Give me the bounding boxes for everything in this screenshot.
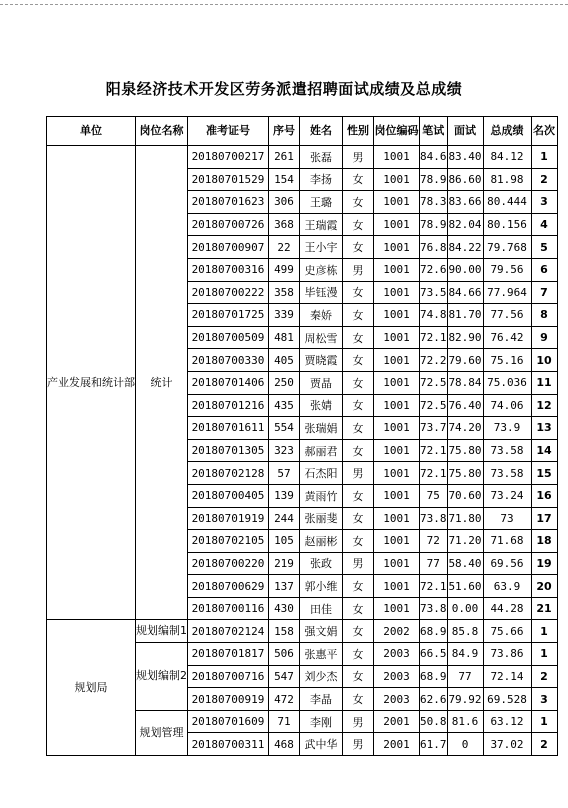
cell-written: 72.1 (420, 462, 448, 485)
cell-exam-no: 20180700217 (188, 146, 269, 169)
cell-written: 84.6 (420, 146, 448, 169)
cell-total: 73.9 (483, 417, 531, 440)
page-top-rule (0, 4, 568, 5)
cell-written: 76.8 (420, 236, 448, 259)
cell-name: 王璐 (300, 191, 343, 214)
cell-written: 72.5 (420, 371, 448, 394)
cell-exam-no: 20180701611 (188, 417, 269, 440)
cell-rank: 3 (531, 191, 557, 214)
cell-post-code: 1001 (374, 258, 420, 281)
cell-seq: 554 (269, 417, 300, 440)
scores-table-body (47, 146, 558, 756)
cell-post-code: 1001 (374, 575, 420, 598)
cell-gender: 女 (343, 304, 374, 327)
unit-cell-industry: 产业发展和统计部 (47, 146, 136, 620)
cell-exam-no: 20180700726 (188, 213, 269, 236)
header-total: 总成绩 (483, 117, 531, 146)
header-interview: 面试 (447, 117, 483, 146)
cell-interview: 81.70 (447, 304, 483, 327)
cell-name: 张惠平 (300, 643, 343, 666)
cell-exam-no: 20180701216 (188, 394, 269, 417)
cell-written: 78.9 (420, 168, 448, 191)
cell-post-code: 2003 (374, 643, 420, 666)
cell-post-code: 1001 (374, 191, 420, 214)
cell-total: 74.06 (483, 394, 531, 417)
cell-interview: 58.40 (447, 552, 483, 575)
cell-rank: 15 (531, 462, 557, 485)
cell-exam-no: 20180700919 (188, 688, 269, 711)
cell-written: 72 (420, 530, 448, 553)
cell-exam-no: 20180701406 (188, 371, 269, 394)
cell-total: 69.56 (483, 552, 531, 575)
cell-name: 李扬 (300, 168, 343, 191)
header-row (47, 117, 558, 146)
cell-exam-no: 20180700316 (188, 258, 269, 281)
cell-written: 68.9 (420, 665, 448, 688)
cell-exam-no: 20180701609 (188, 710, 269, 733)
cell-rank: 12 (531, 394, 557, 417)
cell-interview: 83.66 (447, 191, 483, 214)
cell-exam-no: 20180700311 (188, 733, 269, 756)
cell-seq: 219 (269, 552, 300, 575)
cell-exam-no: 20180701623 (188, 191, 269, 214)
cell-gender: 女 (343, 213, 374, 236)
cell-gender: 男 (343, 552, 374, 575)
cell-interview: 76.40 (447, 394, 483, 417)
cell-post-code: 1001 (374, 304, 420, 327)
cell-rank: 18 (531, 530, 557, 553)
cell-name: 赵丽彬 (300, 530, 343, 553)
cell-total: 69.528 (483, 688, 531, 711)
cell-written: 72.1 (420, 439, 448, 462)
cell-post-code: 1001 (374, 213, 420, 236)
cell-seq: 472 (269, 688, 300, 711)
header-post-code: 岗位编码 (374, 117, 420, 146)
header-name: 姓名 (300, 117, 343, 146)
cell-written: 72.6 (420, 258, 448, 281)
cell-gender: 女 (343, 665, 374, 688)
cell-rank: 19 (531, 552, 557, 575)
cell-post-code: 1001 (374, 371, 420, 394)
cell-rank: 8 (531, 304, 557, 327)
cell-exam-no: 20180702128 (188, 462, 269, 485)
cell-total: 73 (483, 507, 531, 530)
cell-gender: 女 (343, 575, 374, 598)
cell-rank: 11 (531, 371, 557, 394)
cell-total: 63.9 (483, 575, 531, 598)
cell-interview: 51.60 (447, 575, 483, 598)
cell-name: 李晶 (300, 688, 343, 711)
cell-written: 62.6 (420, 688, 448, 711)
cell-seq: 105 (269, 530, 300, 553)
cell-total: 71.68 (483, 530, 531, 553)
cell-exam-no: 20180701725 (188, 304, 269, 327)
cell-exam-no: 20180700907 (188, 236, 269, 259)
cell-gender: 女 (343, 371, 374, 394)
cell-rank: 1 (531, 710, 557, 733)
cell-written: 78.9 (420, 213, 448, 236)
cell-exam-no: 20180702105 (188, 530, 269, 553)
cell-name: 贾晓霞 (300, 349, 343, 372)
cell-written: 73.8 (420, 507, 448, 530)
cell-name: 王瑞霞 (300, 213, 343, 236)
cell-name: 贾晶 (300, 371, 343, 394)
cell-seq: 481 (269, 326, 300, 349)
cell-written: 50.8 (420, 710, 448, 733)
cell-post-code: 1001 (374, 146, 420, 169)
cell-total: 63.12 (483, 710, 531, 733)
cell-exam-no: 20180700220 (188, 552, 269, 575)
cell-total: 76.42 (483, 326, 531, 349)
cell-total: 81.98 (483, 168, 531, 191)
cell-written: 73.8 (420, 597, 448, 620)
cell-interview: 75.80 (447, 462, 483, 485)
cell-gender: 女 (343, 191, 374, 214)
cell-gender: 男 (343, 462, 374, 485)
cell-rank: 16 (531, 484, 557, 507)
cell-interview: 90.00 (447, 258, 483, 281)
cell-name: 张瑞娟 (300, 417, 343, 440)
cell-total: 72.14 (483, 665, 531, 688)
cell-exam-no: 20180700509 (188, 326, 269, 349)
cell-gender: 女 (343, 484, 374, 507)
header-gender: 性别 (343, 117, 374, 146)
cell-name: 史彦栋 (300, 258, 343, 281)
cell-post-code: 1001 (374, 326, 420, 349)
cell-post-code: 1001 (374, 281, 420, 304)
cell-seq: 506 (269, 643, 300, 666)
cell-name: 秦娇 (300, 304, 343, 327)
cell-rank: 2 (531, 665, 557, 688)
cell-interview: 81.6 (447, 710, 483, 733)
cell-name: 周松雪 (300, 326, 343, 349)
cell-seq: 261 (269, 146, 300, 169)
cell-post-code: 1001 (374, 439, 420, 462)
cell-gender: 女 (343, 530, 374, 553)
cell-rank: 5 (531, 236, 557, 259)
unit-cell-planning: 规划局 (47, 620, 136, 756)
cell-gender: 男 (343, 733, 374, 756)
cell-seq: 71 (269, 710, 300, 733)
cell-seq: 430 (269, 597, 300, 620)
cell-total: 75.036 (483, 371, 531, 394)
cell-seq: 339 (269, 304, 300, 327)
cell-total: 73.24 (483, 484, 531, 507)
cell-gender: 女 (343, 688, 374, 711)
post-cell-planning-2: 规划编制2 (136, 643, 188, 711)
header-post: 岗位名称 (136, 117, 188, 146)
cell-written: 68.9 (420, 620, 448, 643)
cell-interview: 85.8 (447, 620, 483, 643)
cell-written: 75 (420, 484, 448, 507)
cell-rank: 6 (531, 258, 557, 281)
cell-rank: 13 (531, 417, 557, 440)
header-written: 笔试 (420, 117, 448, 146)
cell-total: 77.56 (483, 304, 531, 327)
cell-post-code: 1001 (374, 507, 420, 530)
cell-rank: 1 (531, 620, 557, 643)
cell-rank: 20 (531, 575, 557, 598)
cell-seq: 547 (269, 665, 300, 688)
cell-written: 72.5 (420, 394, 448, 417)
cell-gender: 女 (343, 281, 374, 304)
cell-rank: 1 (531, 643, 557, 666)
cell-post-code: 1001 (374, 394, 420, 417)
cell-post-code: 2003 (374, 665, 420, 688)
cell-exam-no: 20180701305 (188, 439, 269, 462)
cell-rank: 2 (531, 168, 557, 191)
cell-interview: 75.80 (447, 439, 483, 462)
cell-interview: 78.84 (447, 371, 483, 394)
cell-interview: 79.92 (447, 688, 483, 711)
cell-written: 73.5 (420, 281, 448, 304)
cell-post-code: 2003 (374, 688, 420, 711)
cell-total: 75.16 (483, 349, 531, 372)
cell-written: 72.1 (420, 575, 448, 598)
cell-seq: 358 (269, 281, 300, 304)
post-cell-planning-1: 规划编制1 (136, 620, 188, 643)
cell-gender: 女 (343, 349, 374, 372)
cell-exam-no: 20180700716 (188, 665, 269, 688)
cell-total: 44.28 (483, 597, 531, 620)
post-cell-planning-mgmt: 规划管理 (136, 710, 188, 755)
cell-interview: 83.40 (447, 146, 483, 169)
cell-interview: 82.90 (447, 326, 483, 349)
cell-post-code: 1001 (374, 236, 420, 259)
cell-written: 66.5 (420, 643, 448, 666)
cell-post-code: 1001 (374, 597, 420, 620)
cell-name: 黄雨竹 (300, 484, 343, 507)
cell-interview: 77 (447, 665, 483, 688)
cell-rank: 14 (531, 439, 557, 462)
cell-post-code: 1001 (374, 484, 420, 507)
cell-total: 79.56 (483, 258, 531, 281)
cell-seq: 244 (269, 507, 300, 530)
cell-seq: 368 (269, 213, 300, 236)
cell-total: 77.964 (483, 281, 531, 304)
cell-rank: 3 (531, 688, 557, 711)
header-exam-no: 准考证号 (188, 117, 269, 146)
cell-written: 61.7 (420, 733, 448, 756)
cell-seq: 306 (269, 191, 300, 214)
cell-exam-no: 20180700222 (188, 281, 269, 304)
cell-written: 72.1 (420, 326, 448, 349)
cell-seq: 137 (269, 575, 300, 598)
cell-total: 37.02 (483, 733, 531, 756)
cell-rank: 1 (531, 146, 557, 169)
cell-seq: 158 (269, 620, 300, 643)
cell-exam-no: 20180702124 (188, 620, 269, 643)
cell-written: 77 (420, 552, 448, 575)
cell-name: 郭小维 (300, 575, 343, 598)
cell-name: 强文娟 (300, 620, 343, 643)
cell-interview: 84.22 (447, 236, 483, 259)
cell-exam-no: 20180701817 (188, 643, 269, 666)
cell-post-code: 1001 (374, 417, 420, 440)
cell-seq: 435 (269, 394, 300, 417)
cell-rank: 7 (531, 281, 557, 304)
cell-written: 74.8 (420, 304, 448, 327)
cell-seq: 250 (269, 371, 300, 394)
cell-exam-no: 20180701529 (188, 168, 269, 191)
table-row (47, 146, 558, 169)
cell-post-code: 1001 (374, 462, 420, 485)
cell-interview: 84.66 (447, 281, 483, 304)
cell-post-code: 2001 (374, 733, 420, 756)
cell-total: 73.58 (483, 462, 531, 485)
cell-exam-no: 20180701919 (188, 507, 269, 530)
cell-rank: 17 (531, 507, 557, 530)
cell-gender: 女 (343, 439, 374, 462)
cell-seq: 57 (269, 462, 300, 485)
cell-post-code: 1001 (374, 349, 420, 372)
cell-name: 王小宇 (300, 236, 343, 259)
cell-interview: 0.00 (447, 597, 483, 620)
cell-exam-no: 20180700405 (188, 484, 269, 507)
cell-written: 78.3 (420, 191, 448, 214)
cell-interview: 71.80 (447, 507, 483, 530)
cell-rank: 9 (531, 326, 557, 349)
cell-total: 80.156 (483, 213, 531, 236)
cell-written: 72.2 (420, 349, 448, 372)
cell-total: 80.444 (483, 191, 531, 214)
cell-gender: 女 (343, 597, 374, 620)
cell-gender: 女 (343, 620, 374, 643)
cell-rank: 10 (531, 349, 557, 372)
cell-gender: 女 (343, 417, 374, 440)
cell-post-code: 2001 (374, 710, 420, 733)
document-title: 阳泉经济技术开发区劳务派遣招聘面试成绩及总成绩 (105, 80, 463, 98)
cell-interview: 0 (447, 733, 483, 756)
cell-name: 张丽斐 (300, 507, 343, 530)
cell-interview: 84.9 (447, 643, 483, 666)
cell-total: 75.66 (483, 620, 531, 643)
cell-post-code: 1001 (374, 530, 420, 553)
cell-rank: 21 (531, 597, 557, 620)
cell-seq: 499 (269, 258, 300, 281)
cell-gender: 女 (343, 326, 374, 349)
cell-name: 石杰阳 (300, 462, 343, 485)
cell-exam-no: 20180700629 (188, 575, 269, 598)
cell-interview: 86.60 (447, 168, 483, 191)
cell-total: 73.86 (483, 643, 531, 666)
cell-name: 刘少杰 (300, 665, 343, 688)
cell-exam-no: 20180700330 (188, 349, 269, 372)
cell-written: 73.7 (420, 417, 448, 440)
cell-interview: 70.60 (447, 484, 483, 507)
post-cell-statistics: 统计 (136, 146, 188, 620)
cell-gender: 男 (343, 710, 374, 733)
cell-name: 张磊 (300, 146, 343, 169)
cell-total: 73.58 (483, 439, 531, 462)
cell-seq: 22 (269, 236, 300, 259)
cell-interview: 71.20 (447, 530, 483, 553)
header-seq: 序号 (269, 117, 300, 146)
cell-exam-no: 20180700116 (188, 597, 269, 620)
cell-name: 李刚 (300, 710, 343, 733)
header-unit: 单位 (47, 117, 136, 146)
cell-interview: 74.20 (447, 417, 483, 440)
table-row (47, 620, 558, 643)
cell-gender: 女 (343, 507, 374, 530)
cell-post-code: 1001 (374, 168, 420, 191)
header-rank: 名次 (531, 117, 557, 146)
cell-seq: 139 (269, 484, 300, 507)
cell-seq: 154 (269, 168, 300, 191)
cell-gender: 女 (343, 236, 374, 259)
cell-rank: 2 (531, 733, 557, 756)
cell-post-code: 2002 (374, 620, 420, 643)
cell-post-code: 1001 (374, 552, 420, 575)
cell-rank: 4 (531, 213, 557, 236)
cell-total: 79.768 (483, 236, 531, 259)
cell-name: 武中华 (300, 733, 343, 756)
cell-seq: 468 (269, 733, 300, 756)
cell-gender: 男 (343, 146, 374, 169)
cell-name: 郝丽君 (300, 439, 343, 462)
cell-name: 张政 (300, 552, 343, 575)
cell-gender: 男 (343, 258, 374, 281)
cell-gender: 女 (343, 394, 374, 417)
cell-gender: 女 (343, 643, 374, 666)
cell-interview: 82.04 (447, 213, 483, 236)
cell-seq: 323 (269, 439, 300, 462)
cell-total: 84.12 (483, 146, 531, 169)
cell-gender: 女 (343, 168, 374, 191)
cell-name: 田佳 (300, 597, 343, 620)
cell-interview: 79.60 (447, 349, 483, 372)
cell-seq: 405 (269, 349, 300, 372)
cell-name: 张婧 (300, 394, 343, 417)
cell-name: 毕钰漫 (300, 281, 343, 304)
scores-table (46, 116, 558, 756)
